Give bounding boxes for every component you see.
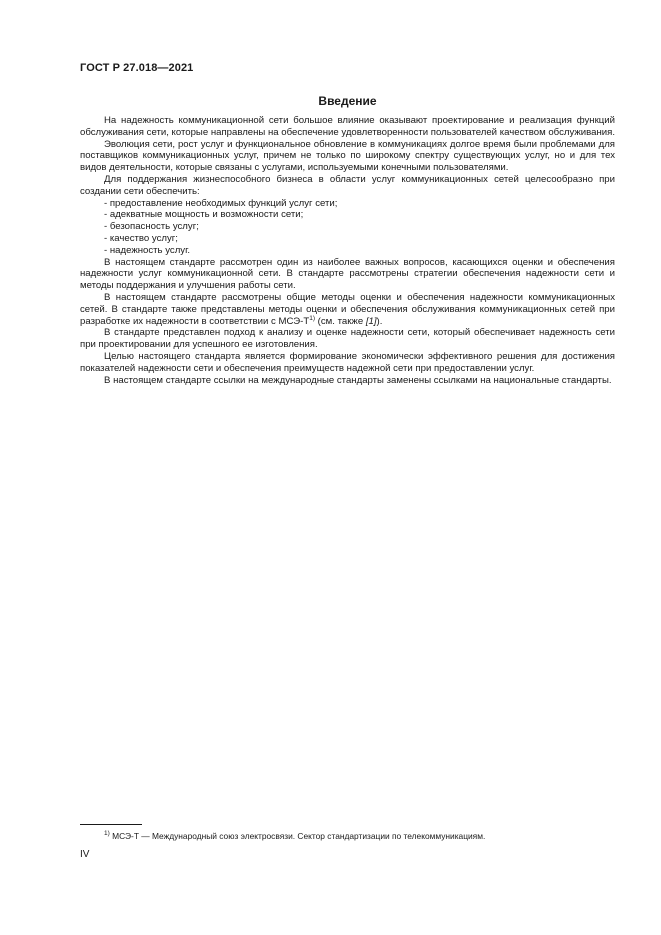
list-item: - предоставление необходимых функций услуг сети; [104,197,338,209]
list-item: - адекватные мощность и возможности сети; [104,209,304,221]
paragraph-5-text-b: (см. также [315,315,366,327]
paragraph-5 [80,292,615,327]
page-number: IV [80,849,90,860]
paragraph-6: В стандарте представлен подход к анализу и оценке надежности сети, который обеспечивает надежность сети при проектировании для успешного ее изготовления. [80,327,615,351]
paragraph-2: Эволюция сети, рост услуг и функциональное обновление в коммуникациях долгое время были проблемами для поставщиков коммуникационных услуг, причем не только по широкому спектру существующих услуг, но и для тех видов деятельности, которые связаны с услугами, используемыми конечными пользователями. [80,138,615,174]
footnote-divider [80,824,142,825]
list-item: - качество услуг; [104,232,178,244]
paragraph-5-text-c: ). [376,315,383,327]
bibliography-reference[interactable]: [1] [365,315,377,327]
footnote [80,831,615,841]
footnote-text: МСЭ-Т — Международный союз электросвязи. Сектор стандартизации по телекоммуникациям. [109,831,486,841]
footnote-marker: 1) [104,830,110,838]
footnote-reference[interactable]: 1) [309,314,315,322]
list-item: - надежность услуг. [104,244,191,256]
paragraph-7: Целью настоящего стандарта является формирование экономически эффективного решения для достижения показателей надежности сети и обеспечения преимуществ надежной сети при предоставлении услуг. [80,350,615,374]
section-title: Введение [318,94,377,108]
paragraph-3: Для поддержания жизнеспособного бизнеса в области услуг коммуникационных сетей целесообразно при создании сети обеспечить: [80,173,615,197]
document-code: ГОСТ Р 27.018—2021 [80,62,194,74]
paragraph-1: На надежность коммуникационной сети большое влияние оказывают проектирование и реализация функций обслуживания сети, которые направлены на обеспечение удовлетворенности пользователей качеством обслуживания. [80,115,615,138]
paragraph-4: В настоящем стандарте рассмотрен один из наиболее важных вопросов, касающихся оценки и обеспечения надежности услуг коммуникационной сети. В стандарте рассмотрены стратегии обеспечения надежности сети и методы поддержания и улучшения работы сети. [80,256,615,292]
list-item: - безопасность услуг; [104,221,199,233]
paragraph-8: В настоящем стандарте ссылки на международные стандарты заменены ссылками на национальные стандарты. [104,374,612,386]
paragraph-5-text-a: В настоящем стандарте рассмотрены общие методы оценки и обеспечения надежности коммуникационных сетей. В стандарте также представлены методы оценки и обеспечения обслуживания коммуникационных сетей при разработке их надежности в соответствии с МСЭ-Т [80,291,615,327]
introduction-body [80,115,615,386]
